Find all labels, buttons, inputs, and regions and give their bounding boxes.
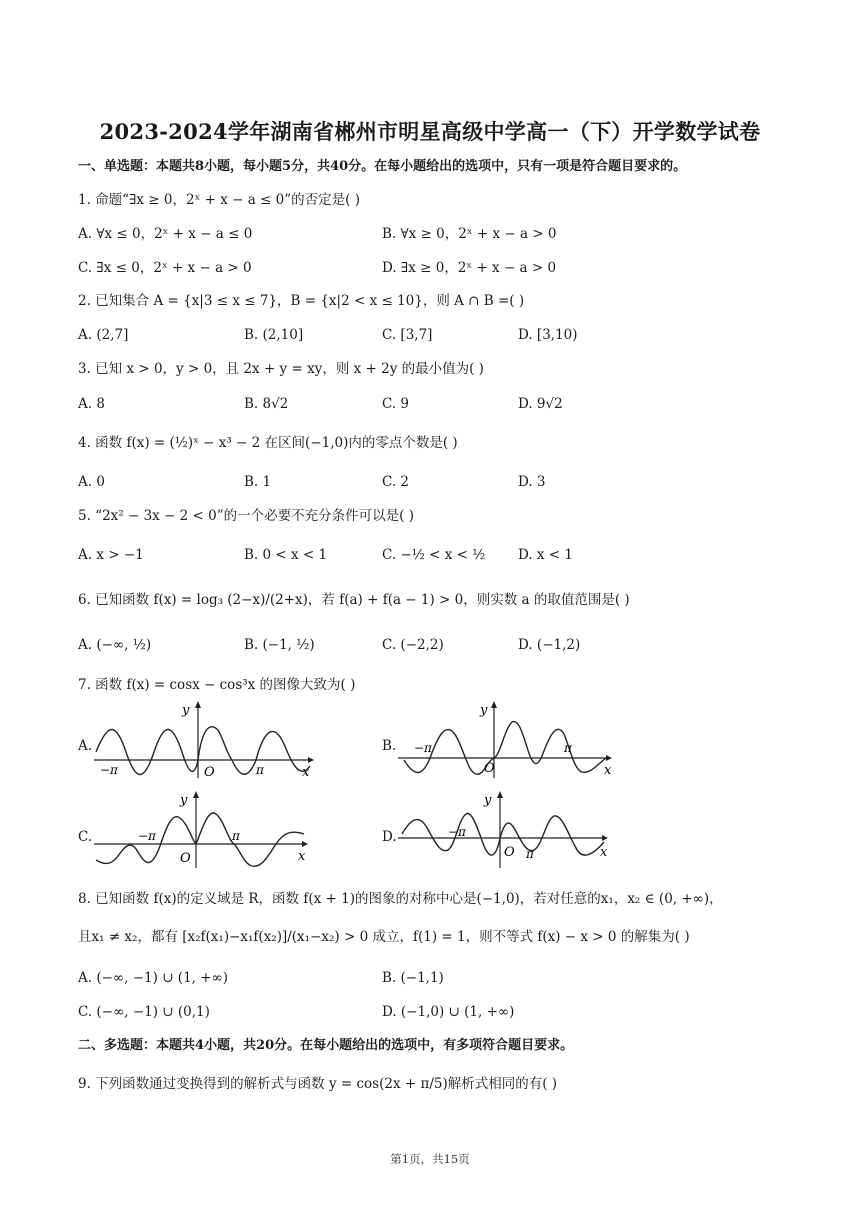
- question-5-option-d: D. x < 1: [518, 547, 574, 563]
- origin-label: O: [504, 845, 515, 860]
- question-2-stem: 2. 已知集合 A = {x|3 ≤ x ≤ 7}，B = {x|2 < x ≤ 10}，则 A ∩ B =( ): [78, 293, 525, 309]
- pi-label: π: [256, 763, 264, 777]
- question-1-option-a: A. ∀x ≤ 0，2ˣ + x − a ≤ 0: [78, 226, 253, 242]
- question-6-option-d: D. (−1,2): [518, 637, 581, 653]
- question-2-option-c: C. [3,7]: [382, 327, 433, 343]
- question-6-option-a: A. (−∞, ½): [78, 637, 152, 653]
- y-label: y: [480, 703, 488, 718]
- question-1-option-b: B. ∀x ≥ 0，2ˣ + x − a > 0: [382, 226, 557, 242]
- page-title: 2023-2024学年湖南省郴州市明星高级中学高一（下）开学数学试卷: [99, 119, 761, 144]
- question-7-graph-d: [396, 790, 618, 870]
- question-5-stem: 5. “2x² − 3x − 2 < 0”的一个必要不充分条件可以是( ): [78, 508, 414, 524]
- question-4-option-a: A. 0: [78, 474, 105, 490]
- question-2-option-b: B. (2,10]: [244, 327, 304, 343]
- y-axis-arrow: [497, 791, 503, 798]
- question-4-stem: 4. 函数 f(x) = (½)ˣ − x³ − 2 在区间(−1,0)内的零点个数是( ): [78, 435, 458, 451]
- x-label: x: [302, 765, 310, 780]
- page-footer: 第1页，共15页: [390, 1152, 470, 1166]
- neg-pi-label: −π: [448, 825, 466, 839]
- question-4-option-c: C. 2: [382, 474, 410, 490]
- curve: [96, 813, 304, 866]
- question-4-option-b: B. 1: [244, 474, 272, 490]
- x-axis-arrow: [302, 841, 308, 847]
- question-5-option-b: B. 0 < x < 1: [244, 547, 328, 563]
- question-7-graph-c: [92, 790, 314, 870]
- x-label: x: [600, 845, 608, 860]
- origin-label: O: [180, 851, 191, 866]
- question-6-stem: 6. 已知函数 f(x) = log₃ (2−x)/(2+x)，若 f(a) + f(a − 1) > 0，则实数 a 的取值范围是( ): [78, 592, 630, 608]
- y-axis-arrow: [491, 701, 497, 708]
- x-label: x: [604, 763, 612, 778]
- neg-pi-label: −π: [138, 829, 156, 843]
- question-8-stem-line-1: 8. 已知函数 f(x)的定义域是 R，函数 f(x + 1)的图象的对称中心是(−1,0)，若对任意的x₁，x₂ ∈ (0, +∞)，: [78, 891, 723, 907]
- y-label: y: [182, 703, 190, 718]
- question-8-option-a: A. (−∞, −1) ∪ (1, +∞): [78, 970, 229, 986]
- question-7-stem: 7. 函数 f(x) = cosx − cos³x 的图像大致为( ): [78, 677, 356, 693]
- pi-label: π: [564, 741, 572, 755]
- y-label: y: [180, 793, 188, 808]
- question-1-stem: 1. 命题“∃x ≥ 0，2ˣ + x − a ≤ 0”的否定是( ): [78, 192, 360, 208]
- question-7-option-a-label: A.: [78, 738, 93, 754]
- pi-label: π: [526, 847, 534, 861]
- question-5-option-a: A. x > −1: [78, 547, 144, 563]
- x-axis-arrow: [308, 757, 314, 763]
- question-2-option-a: A. (2,7]: [78, 327, 129, 343]
- x-label: x: [298, 849, 306, 864]
- question-7-option-b-label: B.: [382, 738, 397, 754]
- neg-pi-label: −π: [100, 763, 118, 777]
- origin-label: O: [204, 765, 215, 780]
- question-9-stem: 9. 下列函数通过变换得到的解析式与函数 y = cos(2x + π/5)解析式相同的有( ): [78, 1076, 558, 1092]
- pi-label: π: [232, 829, 240, 843]
- question-7-option-c-label: C.: [78, 829, 93, 845]
- neg-pi-label: −π: [414, 741, 432, 755]
- curve: [402, 813, 604, 855]
- question-7-option-d-label: D.: [382, 829, 397, 845]
- question-3-stem: 3. 已知 x > 0，y > 0，且 2x + y = xy，则 x + 2y 的最小值为( ): [78, 361, 484, 377]
- question-3-option-c: C. 9: [382, 396, 410, 412]
- question-5-option-c: C. −½ < x < ½: [382, 547, 486, 563]
- question-1-option-c: C. ∃x ≤ 0，2ˣ + x − a > 0: [78, 260, 252, 276]
- question-4-option-d: D. 3: [518, 474, 546, 490]
- question-8-stem-line-2: 且x₁ ≠ x₂，都有 [x₂f(x₁)−x₁f(x₂)]/(x₁−x₂) > 0 成立，f(1) = 1，则不等式 f(x) − x > 0 的解集为( ): [78, 929, 690, 945]
- x-axis-arrow: [606, 755, 612, 761]
- curve: [404, 722, 606, 775]
- question-3-option-a: A. 8: [78, 396, 105, 412]
- question-2-option-d: D. [3,10): [518, 327, 578, 343]
- section-heading-multi-choice: 二、多选题：本题共4小题，共20分。在每小题给出的选项中，有多项符合题目要求。: [78, 1038, 574, 1053]
- y-label: y: [484, 793, 492, 808]
- question-8-option-b: B. (−1,1): [382, 970, 444, 986]
- y-axis-arrow: [193, 791, 199, 798]
- question-7-graph-b: [396, 700, 618, 780]
- question-3-option-b: B. 8√2: [244, 396, 289, 412]
- origin-label: O: [484, 761, 495, 776]
- curve: [96, 727, 310, 775]
- question-7-graph-a: [92, 700, 314, 780]
- question-8-option-d: D. (−1,0) ∪ (1, +∞): [382, 1004, 515, 1020]
- y-axis-arrow: [195, 701, 201, 708]
- question-6-option-c: C. (−2,2): [382, 637, 444, 653]
- question-1-option-d: D. ∃x ≥ 0，2ˣ + x − a > 0: [382, 260, 557, 276]
- question-3-option-d: D. 9√2: [518, 396, 563, 412]
- question-6-option-b: B. (−1, ½): [244, 637, 315, 653]
- section-heading-single-choice: 一、单选题：本题共8小题，每小题5分，共40分。在每小题给出的选项中，只有一项是符合题目要求的。: [78, 159, 687, 174]
- x-axis-arrow: [602, 835, 608, 841]
- question-8-option-c: C. (−∞, −1) ∪ (0,1): [78, 1004, 210, 1020]
